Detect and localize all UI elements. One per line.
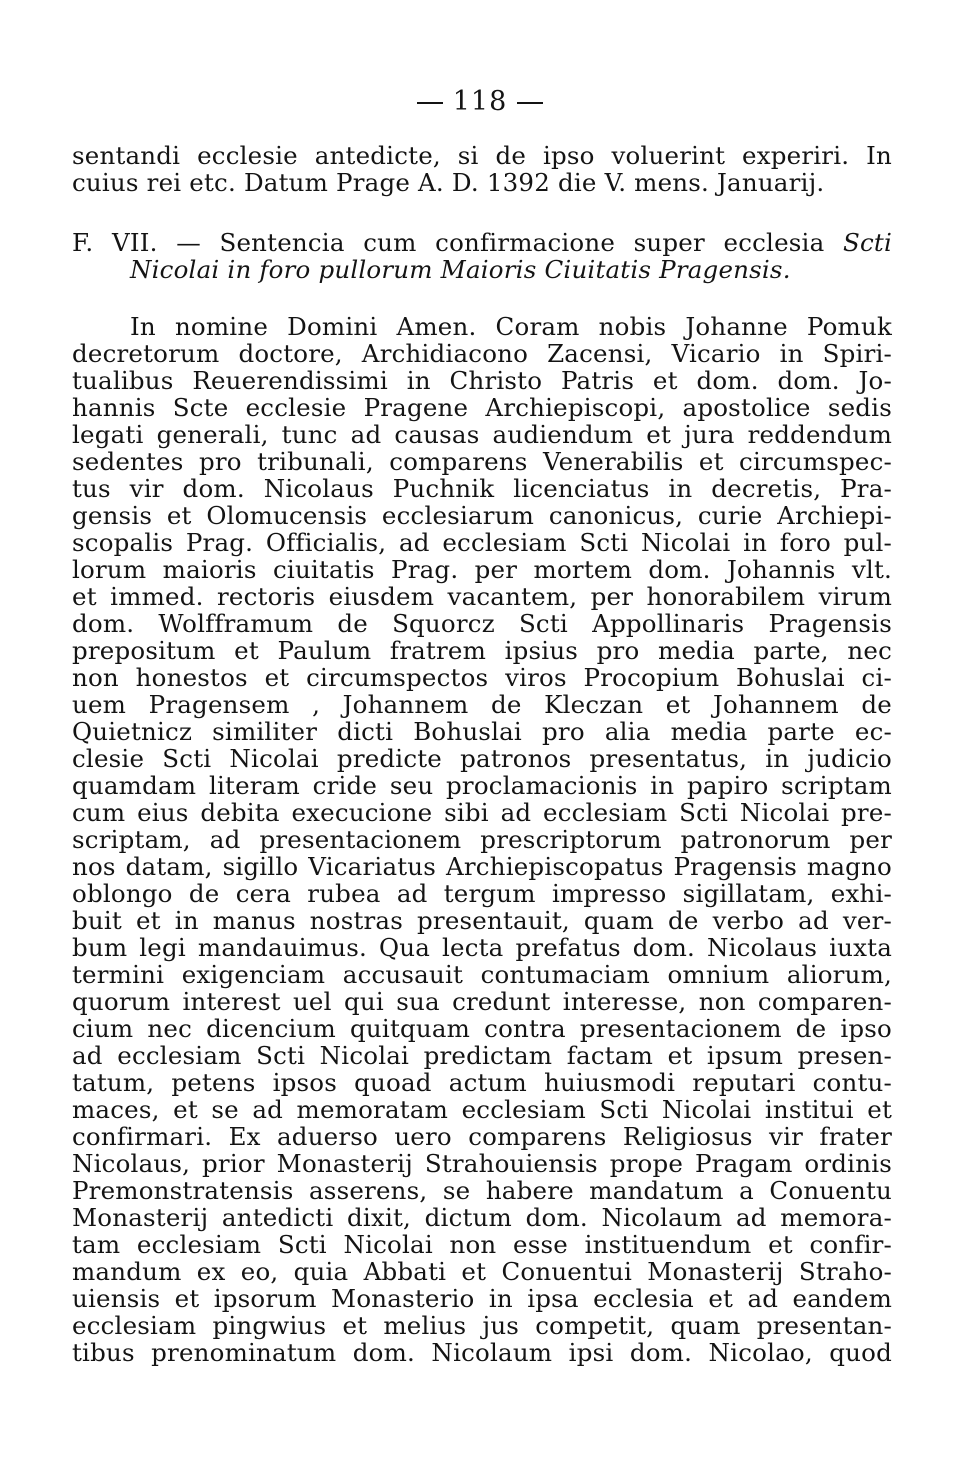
page-number-dash-right [517,102,543,104]
section-heading [72,229,892,283]
text-line: prepositum et Paulum fratrem ipsius pro media parte, nec [72,636,892,665]
text-line: cium nec dicencium quitquam contra presentacionem de ipso [72,1014,892,1043]
text-line: mandum ex eo, quia Abbati et Conuentui Monasterij Straho- [72,1257,892,1286]
text-line: et immed. rectoris eiusdem vacantem, per honorabilem virum [72,582,892,611]
text-line: nos datam, sigillo Vicariatus Archiepiscopatus Pragensis magno [72,852,892,881]
paragraph-body [72,313,892,1366]
text-line: confirmari. Ex aduerso uero comparens Religiosus vir frater [72,1122,892,1151]
text-line: cuius rei etc. Datum Prage A. D. 1392 die V. mens. Januarij. [72,168,825,197]
text-line: ad ecclesiam Scti Nicolai predictam factam et ipsum presen- [72,1041,892,1070]
text-line: oblongo de cera rubea ad tergum impresso sigillatam, exhi- [72,879,892,908]
heading-italic: Scti [843,228,892,257]
text-line: sentandi ecclesie antedicte, si de ipso voluerint experiri. In [72,141,892,170]
text-line: sedentes pro tribunali, comparens Venerabilis et circumspec- [72,447,892,476]
text-line: In nomine Domini Amen. Coram nobis Johanne Pomuk [130,312,892,341]
text-line: tibus prenominatum dom. Nicolaum ipsi dom. Nicolao, quod [72,1338,892,1367]
text-line: dom. Wolfframum de Squorcz Scti Appollinaris Pragensis [72,609,892,638]
text-line: bum legi mandauimus. Qua lecta prefatus dom. Nicolaus iuxta [72,933,892,962]
page-number-value: 118 [452,86,508,117]
text-line: uem Pragensem , Johannem de Kleczan et Johannem de [72,690,892,719]
text-line: maces, et se ad memoratam ecclesiam Scti Nicolai institui et [72,1095,892,1124]
text-line: hannis Scte ecclesie Pragene Archiepiscopi, apostolice sedis [72,393,892,422]
paragraph-closing [72,142,892,196]
page-number [0,86,960,118]
text-line: quamdam literam cride seu proclamacionis in papiro scriptam [72,771,892,800]
text-line: Quietnicz similiter dicti Bohuslai pro alia media parte ec- [72,717,892,746]
text-line: tus vir dom. Nicolaus Puchnik licenciatus in decretis, Pra- [72,474,892,503]
text-line: cum eius debita execucione sibi ad ecclesiam Scti Nicolai pre- [72,798,892,827]
text-line: quorum interest uel qui sua credunt interesse, non comparen- [72,987,892,1016]
text-line: clesie Scti Nicolai predicte patronos presentatus, in judicio [72,744,892,773]
text-line: ecclesiam pingwius et melius jus competit, quam presentan- [72,1311,892,1340]
text-line: gensis et Olomucensis ecclesiarum canonicus, curie Archiepi- [72,501,892,530]
text-line: legati generali, tunc ad causas audiendum et jura reddendum [72,420,892,449]
heading-line-1 [72,229,892,256]
text-line: Monasterij antedicti dixit, dictum dom. Nicolaum ad memora- [72,1203,892,1232]
heading-line-2: Nicolai in foro pullorum Maioris Ciuitatis Pragensis. [130,255,791,284]
text-line: Premonstratensis asserens, se habere mandatum a Conuentu [72,1176,892,1205]
text-line: Nicolaus, prior Monasterij Strahouiensis prope Pragam ordinis [72,1149,892,1178]
text-line: decretorum doctore, Archidiacono Zacensi, Vicario in Spiri- [72,339,892,368]
text-line: scopalis Prag. Officialis, ad ecclesiam Scti Nicolai in foro pul- [72,528,892,557]
page-number-dash-left [417,102,443,104]
text-line: lorum maioris ciuitatis Prag. per mortem dom. Johannis vlt. [72,555,892,584]
text-line: scriptam, ad presentacionem prescriptorum patronorum per [72,825,892,854]
text-line: tam ecclesiam Scti Nicolai non esse instituendum et confir- [72,1230,892,1259]
text-line: uiensis et ipsorum Monasterio in ipsa ecclesia et ad eandem [72,1284,892,1313]
text-line: termini exigenciam accusauit contumaciam omnium aliorum, [72,960,892,989]
heading-prefix: F. VII. — Sentencia cum confirmacione super ecclesia [72,228,843,257]
text-line: tualibus Reuerendissimi in Christo Patris et dom. dom. Jo- [72,366,892,395]
text-line: buit et in manus nostras presentauit, quam de verbo ad ver- [72,906,892,935]
text-line: non honestos et circumspectos viros Procopium Bohuslai ci- [72,663,892,692]
text-line: tatum, petens ipsos quoad actum huiusmodi reputari contu- [72,1068,892,1097]
